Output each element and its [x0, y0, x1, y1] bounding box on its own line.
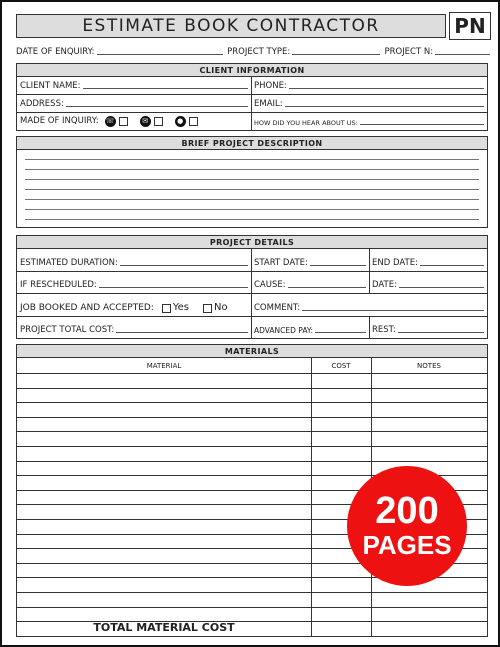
- phone-field[interactable]: PHONE:: [251, 76, 487, 94]
- client-information-header: CLIENT INFORMATION: [17, 64, 487, 77]
- email-field[interactable]: EMAIL:: [251, 94, 487, 112]
- client-information-section: [16, 63, 488, 131]
- project-details-section: [16, 235, 488, 339]
- date-field[interactable]: DATE:: [369, 271, 487, 293]
- made-of-inquiry-field: MADE OF INQUIRY: ☏ ✉ ●: [17, 112, 251, 130]
- table-row-line: [17, 607, 487, 608]
- page-code: PN: [449, 12, 491, 40]
- cost-column-header: COST: [331, 362, 351, 370]
- no-checkbox[interactable]: [203, 304, 212, 313]
- advanced-pay-field[interactable]: ADVANCED PAY:: [251, 316, 369, 338]
- yes-checkbox[interactable]: [162, 304, 171, 313]
- web-checkbox[interactable]: [189, 117, 198, 126]
- table-row-line: [17, 373, 487, 374]
- yes-label: Yes: [172, 302, 190, 313]
- project-type-field[interactable]: PROJECT TYPE:: [227, 44, 380, 57]
- phone-checkbox[interactable]: [119, 117, 128, 126]
- project-total-cost-field[interactable]: PROJECT TOTAL COST:: [17, 316, 251, 338]
- email-checkbox[interactable]: [154, 117, 163, 126]
- table-row-line: [17, 431, 487, 432]
- estimated-duration-field[interactable]: ESTIMATED DURATION:: [17, 248, 251, 271]
- envelope-icon: ✉: [140, 116, 151, 127]
- client-name-field[interactable]: CLIENT NAME:: [17, 76, 251, 94]
- table-row-line: [17, 402, 487, 403]
- comment-field[interactable]: COMMENT:: [251, 293, 487, 316]
- job-booked-field: JOB BOOKED AND ACCEPTED: Yes No: [20, 302, 228, 313]
- cause-field[interactable]: CAUSE:: [251, 271, 369, 293]
- how-heard-field[interactable]: HOW DID YOU HEAR ABOUT US:: [251, 112, 487, 130]
- table-row-line: [17, 388, 487, 389]
- project-description-section: [16, 136, 488, 228]
- pages-label: PAGES: [362, 530, 452, 560]
- notes-column-header: NOTES: [417, 362, 441, 370]
- start-date-field[interactable]: START DATE:: [251, 248, 369, 271]
- pages-badge: [347, 466, 467, 586]
- table-row-line: [17, 446, 487, 447]
- end-date-field[interactable]: END DATE:: [369, 248, 487, 271]
- top-fields: [16, 44, 490, 57]
- pages-count: 200: [375, 490, 439, 532]
- materials-header: MATERIALS: [17, 345, 487, 358]
- page-title: ESTIMATE BOOK CONTRACTOR: [16, 14, 446, 38]
- project-details-header: PROJECT DETAILS: [17, 236, 487, 249]
- address-field[interactable]: ADDRESS:: [17, 94, 251, 112]
- rest-field[interactable]: REST:: [369, 316, 487, 338]
- table-row-line: [17, 461, 487, 462]
- project-number-field[interactable]: PROJECT N:: [384, 44, 490, 57]
- project-description-header: BRIEF PROJECT DESCRIPTION: [17, 137, 487, 150]
- table-row-line: [17, 592, 487, 593]
- globe-icon: ●: [175, 116, 186, 127]
- table-row-line: [17, 417, 487, 418]
- total-material-cost-label: TOTAL MATERIAL COST: [93, 620, 235, 634]
- no-label: No: [214, 302, 228, 313]
- if-rescheduled-field[interactable]: IF RESCHEDULED:: [17, 271, 251, 293]
- material-column-header: MATERIAL: [146, 362, 182, 370]
- date-of-enquiry-field[interactable]: DATE OF ENQUIRY:: [16, 44, 223, 57]
- phone-icon: ☏: [105, 117, 115, 125]
